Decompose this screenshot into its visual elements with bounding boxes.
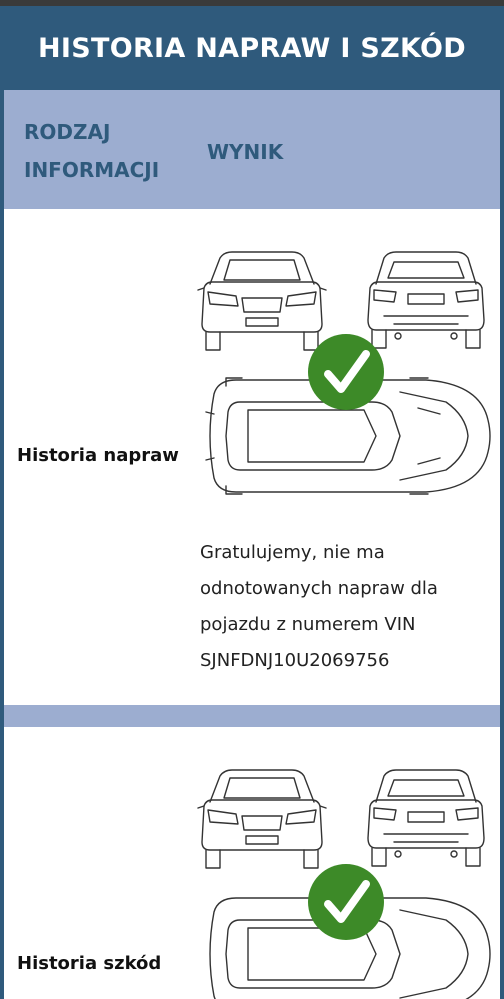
car-diagram-image: [196, 762, 496, 999]
car-front-view: [198, 770, 326, 868]
column-header-info-type: RODZAJ INFORMACJI: [24, 120, 160, 182]
page-header: [0, 6, 504, 90]
row-label: Historia szkód: [17, 953, 162, 974]
car-diagram-image: [196, 244, 496, 504]
row-separator: [4, 705, 500, 727]
page-title: HISTORIA NAPRAW I SZKÓD: [38, 32, 466, 64]
column-header-result: WYNIK: [207, 140, 284, 164]
car-front-view: [198, 252, 326, 350]
check-circle-icon: [308, 334, 384, 410]
table-row: [4, 209, 500, 705]
table-row: [4, 727, 500, 999]
result-message: Gratulujemy, nie ma odnotowanych napraw dla pojazdu z numerem VIN SJNFDNJ10U2069756: [200, 542, 438, 671]
car-rear-view: [368, 252, 484, 348]
row-label: Historia napraw: [17, 445, 179, 466]
table-header: [4, 90, 500, 209]
car-rear-view: [368, 770, 484, 866]
check-circle-icon: [308, 864, 384, 940]
report-table: [4, 90, 500, 999]
